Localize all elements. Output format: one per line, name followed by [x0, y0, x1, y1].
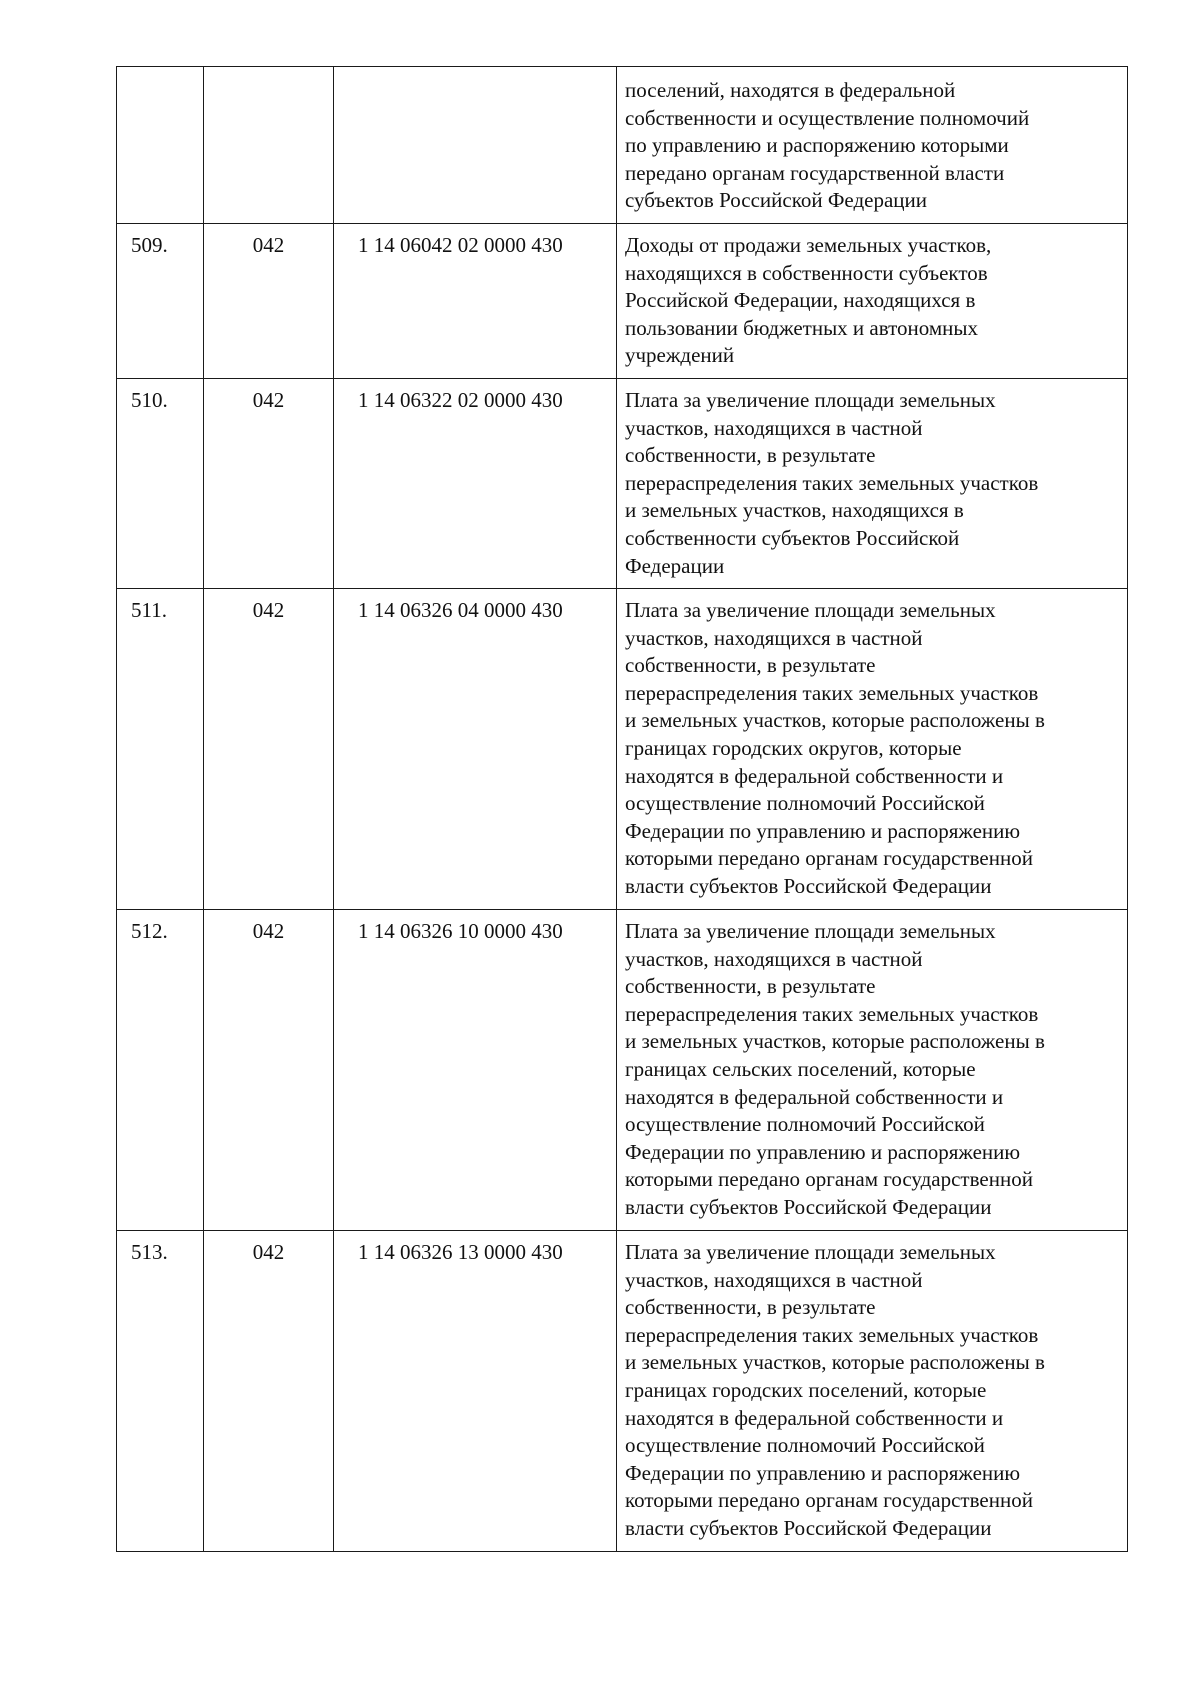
- budget-code-cell: 1 14 06326 13 0000 430: [334, 1231, 617, 1552]
- admin-code-cell: 042: [204, 910, 334, 1231]
- name-line: и земельных участков, которые расположены в: [625, 708, 1045, 733]
- budget-code-cell: 1 14 06326 10 0000 430: [334, 910, 617, 1231]
- name-line: Плата за увеличение площади земельных: [625, 598, 996, 623]
- name-line: передано органам государственной власти: [625, 160, 1005, 185]
- revenue-codes-table: [116, 66, 1128, 1552]
- name-line: участков, находящихся в частной: [625, 415, 923, 440]
- table-row: [117, 378, 1128, 588]
- name-line: Плата за увеличение площади земельных: [625, 919, 996, 944]
- admin-code-cell: 042: [204, 1231, 334, 1552]
- revenue-name-cell: [617, 378, 1128, 588]
- name-line: находятся в федеральной собственности и: [625, 1084, 1004, 1109]
- revenue-name-cell: [617, 589, 1128, 910]
- admin-code-cell: [204, 67, 334, 224]
- table-row-continuation: [117, 67, 1128, 224]
- name-line: власти субъектов Российской Федерации: [625, 1516, 992, 1541]
- budget-code-cell: 1 14 06322 02 0000 430: [334, 378, 617, 588]
- admin-code-cell: 042: [204, 378, 334, 588]
- revenue-name-cell: [617, 67, 1128, 224]
- revenue-name-cell: [617, 910, 1128, 1231]
- row-number-cell: 512.: [117, 910, 204, 1231]
- name-line: собственности, в результате: [625, 1295, 876, 1320]
- name-line: границах городских округов, которые: [625, 736, 962, 761]
- name-line: Федерации по управлению и распоряжению: [625, 818, 1021, 843]
- name-line: собственности, в результате: [625, 443, 876, 468]
- name-line: перераспределения таких земельных участков: [625, 1322, 1039, 1347]
- name-line: собственности и осуществление полномочий: [625, 105, 1030, 130]
- row-number-cell: 510.: [117, 378, 204, 588]
- name-line: поселений, находятся в федеральной: [625, 78, 956, 102]
- budget-code-cell: 1 14 06042 02 0000 430: [334, 223, 617, 378]
- name-line: собственности субъектов Российской: [625, 525, 960, 550]
- budget-code-cell: 1 14 06326 04 0000 430: [334, 589, 617, 910]
- name-line: и земельных участков, которые расположены в: [625, 1350, 1045, 1375]
- name-line: осуществление полномочий Российской: [625, 791, 985, 816]
- name-line: границах городских поселений, которые: [625, 1378, 987, 1403]
- name-line: перераспределения таких земельных участков: [625, 1001, 1039, 1026]
- name-line: Доходы от продажи земельных участков,: [625, 232, 992, 257]
- revenue-name-cell: [617, 1231, 1128, 1552]
- name-line: границах сельских поселений, которые: [625, 1057, 976, 1082]
- name-line: перераспределения таких земельных участков: [625, 470, 1039, 495]
- name-line: участков, находящихся в частной: [625, 946, 923, 971]
- name-line: которыми передано органам государственной: [625, 1167, 1033, 1192]
- name-line: Российской Федерации, находящихся в: [625, 288, 976, 313]
- name-line: находящихся в собственности субъектов: [625, 260, 988, 285]
- name-line: участков, находящихся в частной: [625, 1267, 923, 1292]
- budget-code-cell: [334, 67, 617, 224]
- name-line: которыми передано органам государственной: [625, 1488, 1033, 1513]
- admin-code-cell: 042: [204, 223, 334, 378]
- name-line: участков, находящихся в частной: [625, 625, 923, 650]
- row-number-cell: 511.: [117, 589, 204, 910]
- name-line: учреждений: [625, 343, 735, 368]
- table-row: [117, 910, 1128, 1231]
- table-row: [117, 223, 1128, 378]
- name-line: Федерации по управлению и распоряжению: [625, 1460, 1021, 1485]
- name-line: находятся в федеральной собственности и: [625, 1405, 1004, 1430]
- row-number-cell: [117, 67, 204, 224]
- name-line: перераспределения таких земельных участков: [625, 680, 1039, 705]
- table-row: [117, 1231, 1128, 1552]
- name-line: осуществление полномочий Российской: [625, 1112, 985, 1137]
- name-line: находятся в федеральной собственности и: [625, 763, 1004, 788]
- name-line: Федерации по управлению и распоряжению: [625, 1139, 1021, 1164]
- name-line: осуществление полномочий Российской: [625, 1433, 985, 1458]
- table-row: [117, 589, 1128, 910]
- name-line: Плата за увеличение площади земельных: [625, 1240, 996, 1265]
- name-line: Плата за увеличение площади земельных: [625, 387, 996, 412]
- name-line: власти субъектов Российской Федерации: [625, 874, 992, 899]
- name-line: собственности, в результате: [625, 974, 876, 999]
- table-body: [117, 67, 1128, 1552]
- name-line: пользовании бюджетных и автономных: [625, 315, 979, 340]
- name-line: и земельных участков, находящихся в: [625, 498, 964, 523]
- name-line: субъектов Российской Федерации: [625, 188, 928, 213]
- name-line: и земельных участков, которые расположены в: [625, 1029, 1045, 1054]
- admin-code-cell: 042: [204, 589, 334, 910]
- name-line: власти субъектов Российской Федерации: [625, 1195, 992, 1220]
- name-line: собственности, в результате: [625, 653, 876, 678]
- revenue-name-cell: [617, 223, 1128, 378]
- name-line: по управлению и распоряжению которыми: [625, 133, 1009, 158]
- row-number-cell: 509.: [117, 223, 204, 378]
- row-number-cell: 513.: [117, 1231, 204, 1552]
- name-line: Федерации: [625, 553, 725, 578]
- name-line: которыми передано органам государственной: [625, 846, 1033, 871]
